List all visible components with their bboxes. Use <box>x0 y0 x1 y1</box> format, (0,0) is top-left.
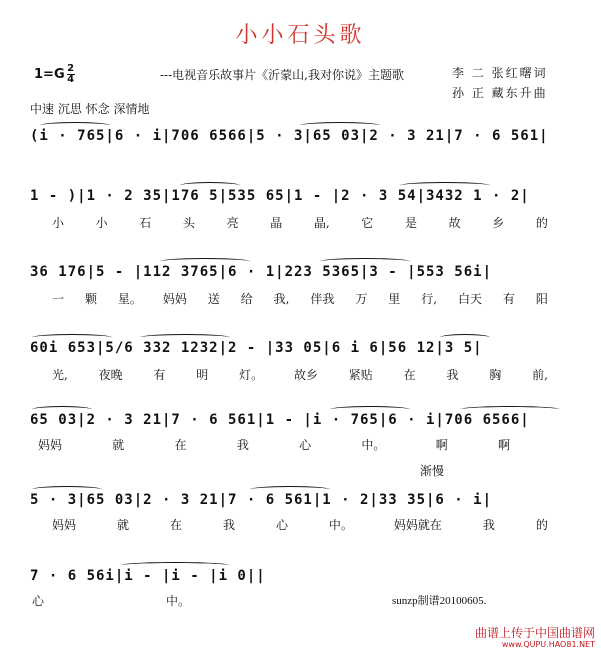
composer-credit: 孙 正 藏东升曲 <box>452 86 548 100</box>
lyric: 心 <box>275 518 288 532</box>
lyric: 中。 <box>328 518 353 532</box>
lyric: 送 <box>207 292 220 306</box>
lyric: 阳 <box>535 292 548 306</box>
lyric: 有 <box>502 292 515 306</box>
slur-arc <box>250 486 330 493</box>
lyric: 的 <box>535 216 548 230</box>
lyric: 光, <box>52 368 68 382</box>
lyric: 我 <box>446 368 459 382</box>
key-signature <box>34 64 75 85</box>
lyricist-credit: 李 二 张红曙词 <box>452 66 548 80</box>
lyrics-line-7 <box>30 592 230 609</box>
notation-line-1: (i · 765|6 · i|706 6566|5 · 3|65 03|2 · 3 21|7 · 6 561| <box>30 128 549 144</box>
lyric: 紧贴 <box>348 368 373 382</box>
slur-arc <box>32 486 102 493</box>
lyric: 妈妈就在 <box>393 518 442 532</box>
lyric: 有 <box>153 368 166 382</box>
notation-line-7: 7 · 6 56i|i - |i - |i 0|| <box>30 568 266 584</box>
lyric: 妈妈 <box>52 518 77 532</box>
slur-arc <box>140 334 230 341</box>
lyric: 小 <box>95 216 108 230</box>
lyric: 的 <box>535 518 548 532</box>
slur-arc <box>32 334 112 341</box>
lyric: 里 <box>388 292 401 306</box>
slur-arc <box>400 182 490 189</box>
lyric: 前, <box>532 368 548 382</box>
lyric: 啊 <box>435 438 448 452</box>
lyric: 就 <box>116 518 129 532</box>
lyric: 我, <box>273 292 290 306</box>
notation-line-2: 1 - )|1 · 2 35|176 5|535 65|1 - |2 · 3 54|3432 1 · 2| <box>30 188 530 204</box>
lyric: 星。 <box>117 292 142 306</box>
lyric: 颗 <box>84 292 97 306</box>
tempo-change-marking: 渐慢 <box>420 464 445 478</box>
lyric: 我 <box>482 518 495 532</box>
lyric: 头 <box>182 216 195 230</box>
lyric: 妈妈 <box>38 438 63 452</box>
lyric: 晶, <box>313 216 330 230</box>
time-signature <box>67 64 75 85</box>
lyric: 故乡 <box>293 368 318 382</box>
lyric: 中。 <box>361 438 386 452</box>
lyric: 胸 <box>489 368 502 382</box>
lyric: 妈妈 <box>162 292 187 306</box>
lyric: 万 <box>355 292 368 306</box>
lyric: 夜晚 <box>98 368 123 382</box>
time-numerator: 2 <box>67 63 75 74</box>
slur-arc <box>160 258 250 265</box>
lyric: 石 <box>139 216 152 230</box>
lyric: 乡 <box>492 216 505 230</box>
lyric: 伴我 <box>310 292 335 306</box>
slur-arc <box>40 122 110 129</box>
lyric: 灯。 <box>239 368 264 382</box>
subtitle: ---电视音乐故事片《沂蒙山,我对你说》主题歌 <box>160 68 404 82</box>
lyric: 行, <box>421 292 438 306</box>
lyric: 心 <box>32 594 45 608</box>
lyric: 心 <box>299 438 312 452</box>
slur-arc <box>330 406 410 413</box>
lyric: 晶 <box>270 216 283 230</box>
lyric: 中。 <box>165 594 190 608</box>
lyrics-line-5 <box>30 436 570 453</box>
slur-arc <box>440 334 490 341</box>
lyric: 白天 <box>457 292 482 306</box>
song-title: 小小石头歌 <box>235 23 366 48</box>
lyric: 在 <box>169 518 182 532</box>
notation-line-6: 5 · 3|65 03|2 · 3 21|7 · 6 561|1 · 2|33 35|6 · i| <box>30 492 493 508</box>
transcriber-signature: sunzp制谱20100605. <box>392 595 487 607</box>
lyric: 明 <box>196 368 209 382</box>
lyrics-line-3 <box>30 290 570 307</box>
watermark-text: 曲谱上传于中国曲谱网 <box>474 626 595 640</box>
lyric: 是 <box>404 216 417 230</box>
lyrics-line-6 <box>30 516 570 533</box>
notation-line-5: 65 03|2 · 3 21|7 · 6 561|1 - |i · 765|6 · i|706 6566| <box>30 412 530 428</box>
slur-arc <box>460 406 560 413</box>
slur-arc <box>120 562 230 569</box>
lyric: 就 <box>112 438 125 452</box>
lyrics-line-2 <box>30 214 570 231</box>
notation-line-3: 36 176|5 - |112 3765|6 · 1|223 5365|3 - |553 56i| <box>30 264 493 280</box>
lyric: 我 <box>222 518 235 532</box>
watermark-url: www.QUPU.HAO81.NET <box>501 640 595 649</box>
lyric: 一 <box>52 292 65 306</box>
notation-line-4: 60i 653|5/6 332 1232|2 - |33 05|6 i 6|56 12|3 5| <box>30 340 483 356</box>
slur-arc <box>32 406 92 413</box>
lyrics-line-4 <box>30 366 570 383</box>
lyric: 小 <box>52 216 65 230</box>
lyric: 在 <box>403 368 416 382</box>
lyric: 我 <box>236 438 249 452</box>
lyric: 亮 <box>226 216 239 230</box>
tempo-marking: 中速 沉思 怀念 深情地 <box>30 102 150 116</box>
lyric: 在 <box>174 438 187 452</box>
lyric: 给 <box>240 292 253 306</box>
slur-arc <box>180 182 240 189</box>
lyric: 它 <box>361 216 374 230</box>
slur-arc <box>300 122 380 129</box>
lyric: 啊 <box>497 438 510 452</box>
time-denominator: 4 <box>67 74 75 85</box>
key-label: 1=G <box>34 67 65 82</box>
lyric: 故 <box>448 216 461 230</box>
slur-arc <box>320 258 410 265</box>
